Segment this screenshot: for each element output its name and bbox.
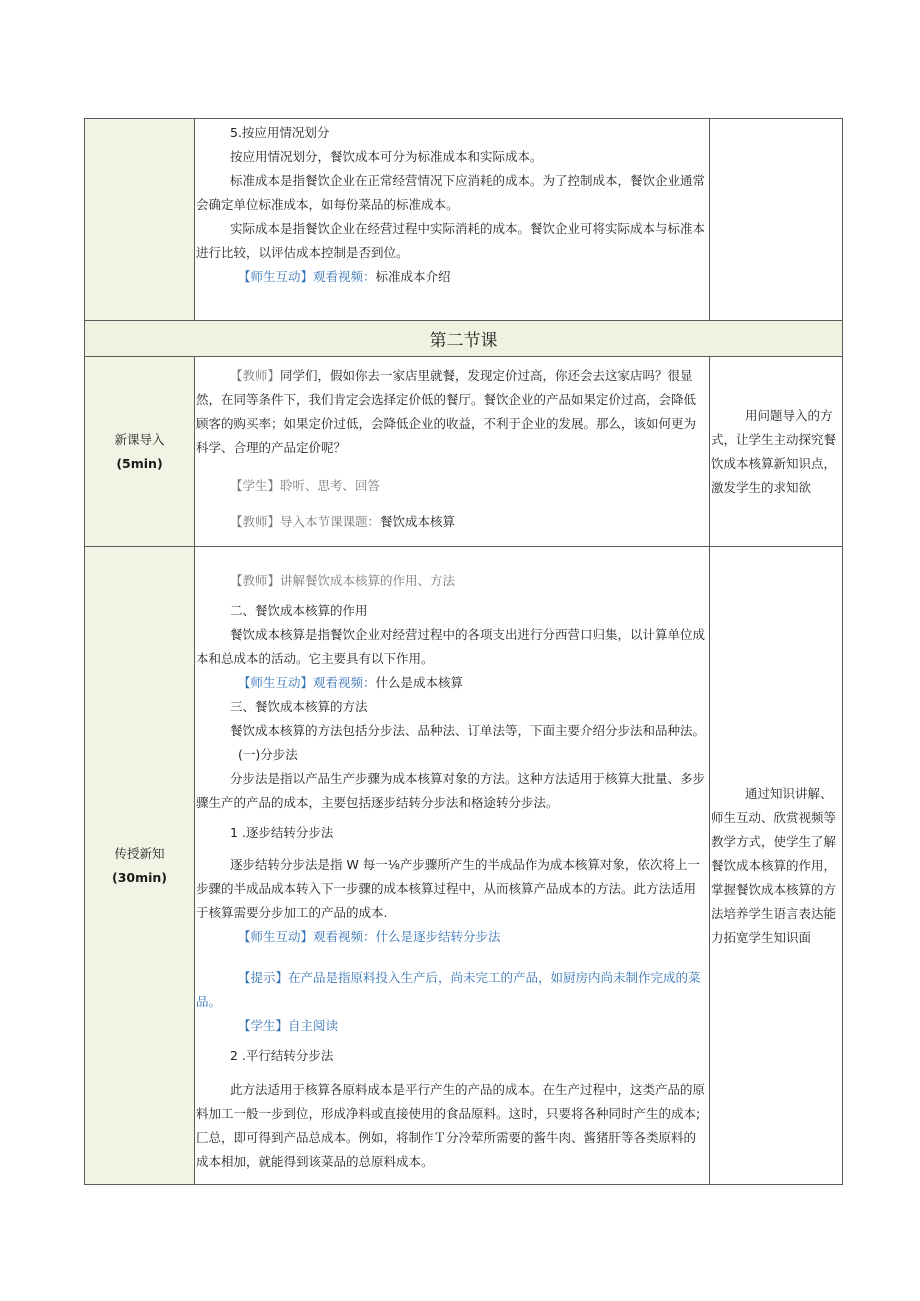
interaction-line [196, 671, 708, 695]
intro-note-cell: 用问题导入的方式，让学生主动探究餐饮成本核算新知识点，激发学生的求知欲 [709, 356, 843, 547]
teach-content-cell [194, 546, 710, 1185]
paragraph: 实际成本是指餐饮企业在经营过程中实际消耗的成本。餐饮企业可将实际成本与标准本进行比较，以评估成本控制是否到位。 [196, 221, 706, 260]
paragraph: 餐饮成本核算是指餐饮企业对经营过程中的各项支出进行分西营口归集，以计算单位成本和总成本的活动。它主要具有以下作用。 [196, 627, 706, 666]
teacher-line: 【教师】讲解餐饮成本核算的作用、方法 [230, 573, 456, 588]
teacher2-text: 餐饮成本核算 [380, 514, 456, 529]
intro-content-cell [194, 356, 710, 547]
heading-5: 1 .逐步结转分步法 [230, 825, 334, 840]
intro-label-cell [84, 356, 195, 547]
teach-label-cell [84, 546, 195, 1185]
paragraph: 分步法是指以产品生产步骤为成本核算对象的方法。这种方法适用于核算大批量、多步骤生产的产品的成本，主要包括逐步结转分步法和格途转分步法。 [196, 771, 706, 810]
heading-2: 二、餐饮成本核算的作用 [230, 603, 368, 618]
heading-4: (一)分步法 [238, 747, 298, 762]
heading-6: 2 .平行结转分步法 [230, 1048, 334, 1063]
paragraph: 逐步结转分步法是指 W 每一⅛产步骤所产生的半成品作为成本核算对象，依次将上一步骤的半成品成本转入下一步骤的成本核算过程中，从而核算产品成本的方法。此方法适用于核算需要分步加工的产品的成本. [196, 857, 700, 920]
teacher-line [196, 364, 708, 460]
student-text: 聆听、思考、回答 [280, 478, 381, 493]
student-line [196, 474, 708, 498]
teacher-text: 同学们，假如你去一家店里就餐，发现定价过高，你还会去这家店吗？很显然，在同等条件下，我们肯定会选择定价低的餐厅。餐饮企业的产品如果定价过高，会降低顾客的购买率；如果定价过低，会降低企业的收益，不利于企业的发展。那么，该如何更为科学、合理的产品定价呢？ [196, 368, 697, 455]
tip-line: 【提示】在产品是指原料投入生产后，尚未完工的产品，如厨房内尚未制作完成的菜品。 [196, 970, 701, 1009]
interaction-text: 标准成本介绍 [375, 269, 451, 284]
interaction-line: 【师生互动】观看视频：什么是逐步结转分步法 [238, 929, 501, 944]
row-a-label-cell [84, 118, 195, 321]
intro-label: 新课导入 [114, 431, 165, 447]
row-a-note-cell [709, 118, 843, 321]
teacher2-tag: 【教师】导入本节课课题： [230, 514, 381, 529]
paragraph: 此方法适用于核算各原料成本是平行产生的产品的成本。在生产过程中，这类产品的原料加工一般一步到位，形成净料或直接使用的食品原料。这时，只要将各种同时产生的成本;匚总，即可得到产品总成本。例如，将制作Ｔ分冷荤所需要的酱牛肉、酱猪肝等各类原料的成本相加，就能得到该菜品的总原料成本。 [196, 1082, 706, 1169]
interaction-tag: 【师生互动】观看视频： [238, 675, 376, 690]
interaction-tag: 【师生互动】观看视频： [238, 269, 376, 284]
teacher-tag: 【教师】 [230, 368, 281, 383]
heading-5: 5.按应用情况划分 [230, 125, 330, 140]
teach-label: 传授新知 [114, 845, 165, 861]
lesson-plan-table [84, 118, 843, 1185]
teach-note-cell: 通过知识讲解、师生互动、欣赏视频等教学方式，使学生了解餐饮成本核算的作用，掌握餐饮成本核算的方法培养学生语言表达能力拓宽学生知识面 [709, 546, 843, 1185]
paragraph: 按应用情况划分，餐饮成本可分为标准成本和实际成本。 [230, 149, 543, 164]
student-tag: 【学生】 [230, 478, 281, 493]
paragraph: 餐饮成本核算的方法包括分步法、品种法、订单法等，下面主要介绍分步法和品种法。 [230, 723, 706, 738]
paragraph: 标准成本是指餐饮企业在正常经营情况下应消耗的成本。为了控制成本，餐饮企业通常会确定单位标准成本，如每份菜品的标准成本。 [196, 173, 706, 212]
interaction-line [196, 265, 708, 289]
row-a-content-cell [194, 118, 710, 321]
teach-duration: (30min) [111, 869, 168, 885]
student-line: 【学生】自主阅读 [238, 1018, 339, 1033]
interaction-text: 什么是成本核算 [375, 675, 464, 690]
teacher2-line [196, 510, 708, 534]
intro-duration: (5min) [116, 455, 163, 471]
heading-3: 三、餐饮成本核算的方法 [230, 699, 368, 714]
section-header: 第二节课 [84, 320, 843, 357]
